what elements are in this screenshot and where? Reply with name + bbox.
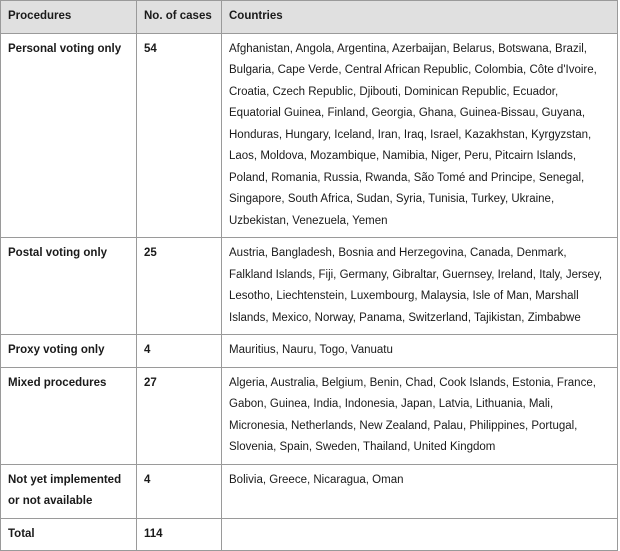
countries-cell: Afghanistan, Angola, Argentina, Azerbaijan, Belarus, Botswana, Brazil, Bulgaria, Cape Verde, Central African Republic, Colombia, Côte d'Ivoire, Croatia, Czech Republic, Djibouti, Dominican Republic, Ecuador, Equatorial Guinea, Finland, Georgia, Ghana, Guinea-Bissau, Guyana, Honduras, Hungary, Iceland, Iran, Iraq, Israel, Kazakhstan, Kyrgyzstan, Laos, Moldova, Mozambique, Namibia, Niger, Peru, Pitcairn Islands, Poland, Romania, Russia, Rwanda, São Tomé and Principe, Senegal, Singapore, South Africa, Sudan, Syria, Tunisia, Turkey, Ukraine, Uzbekistan, Venezuela, Yemen — [222, 33, 618, 238]
countries-cell: Mauritius, Nauru, Togo, Vanuatu — [222, 335, 618, 368]
procedure-cell: Proxy voting only — [1, 335, 137, 368]
countries-cell: Bolivia, Greece, Nicaragua, Oman — [222, 464, 618, 518]
countries-cell: Algeria, Australia, Belgium, Benin, Chad, Cook Islands, Estonia, France, Gabon, Guinea, India, Indonesia, Japan, Latvia, Lithuania, Mali, Micronesia, Netherlands, New Zealand, Palau, Philippines, Portugal, Slovenia, Spain, Sweden, Thailand, United Kingdom — [222, 367, 618, 464]
table-row — [1, 367, 618, 464]
procedure-cell: Not yet implemented or not available — [1, 464, 137, 518]
cases-cell: 4 — [137, 335, 222, 368]
total-row — [1, 518, 618, 551]
table-row — [1, 33, 618, 238]
total-label: Total — [1, 518, 137, 551]
header-countries: Countries — [222, 1, 618, 34]
countries-cell: Austria, Bangladesh, Bosnia and Herzegovina, Canada, Denmark, Falkland Islands, Fiji, Germany, Gibraltar, Guernsey, Ireland, Italy, Jersey, Lesotho, Liechtenstein, Luxembourg, Malaysia, Isle of Man, Marshall Islands, Mexico, Norway, Panama, Switzerland, Tajikistan, Zimbabwe — [222, 238, 618, 335]
cases-cell: 25 — [137, 238, 222, 335]
header-cases: No. of cases — [137, 1, 222, 34]
total-countries — [222, 518, 618, 551]
table-header-row — [1, 1, 618, 34]
header-procedures: Procedures — [1, 1, 137, 34]
cases-cell: 27 — [137, 367, 222, 464]
table-row — [1, 335, 618, 368]
cases-cell: 54 — [137, 33, 222, 238]
table-row — [1, 238, 618, 335]
table-row — [1, 464, 618, 518]
total-cases: 114 — [137, 518, 222, 551]
procedure-cell: Personal voting only — [1, 33, 137, 238]
procedure-cell: Mixed procedures — [1, 367, 137, 464]
procedure-cell: Postal voting only — [1, 238, 137, 335]
cases-cell: 4 — [137, 464, 222, 518]
